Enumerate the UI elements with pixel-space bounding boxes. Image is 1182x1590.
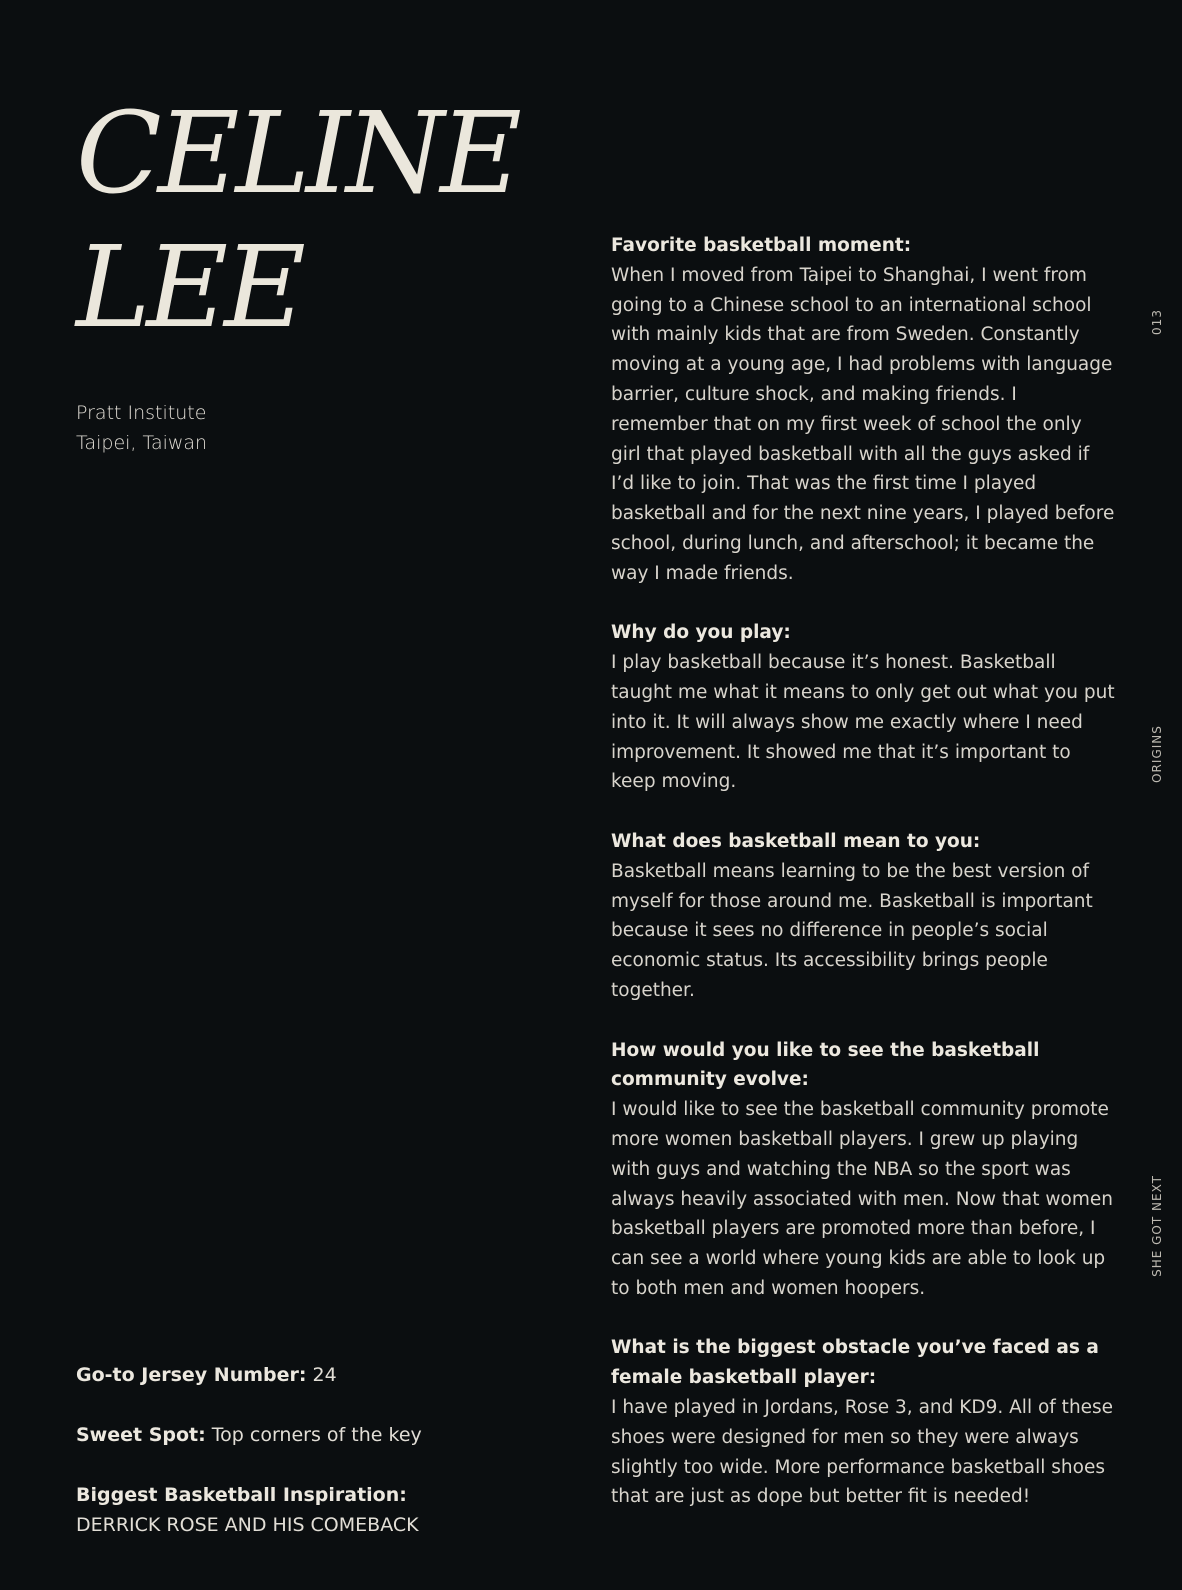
- answer-favorite-moment: When I moved from Taipei to Shanghai, I went from going to a Chinese school to an international school with mainly kids that are from Sweden. Constantly moving at a young age, I had problems with language barrier, culture shock, and making friends. I remember that on my first week of school the only girl that played basketball with all the guys asked if I’d like to join. That was the first time I played basketball and for the next nine years, I played before school, during lunch, and afterschool; it became the way I made friends.: [611, 264, 1115, 584]
- sweet-spot-stat: [76, 1420, 496, 1450]
- answer-meaning: Basketball means learning to be the best version of myself for those around me. Basketball is important because it sees no difference in people’s social economic status. Its accessibility brings people together.: [611, 860, 1093, 1001]
- first-name-heading: CELINE: [76, 89, 518, 219]
- qa-favorite-moment: [611, 231, 1116, 589]
- qa-community: [611, 1036, 1116, 1304]
- question-why-play: Why do you play:: [611, 622, 791, 644]
- answer-community: I would like to see the basketball community promote more women basketball players. I grew up playing with guys and watching the NBA so the sport was always heavily associated with men. Now that women basketball players are promoted more than before, I can see a world where young kids are able to look up to both men and women hoopers.: [611, 1099, 1113, 1299]
- inspiration-stat: [76, 1480, 496, 1540]
- affiliation-block: [76, 398, 207, 458]
- page-number: 013: [1150, 309, 1164, 335]
- jersey-number-label: Go-to Jersey Number:: [76, 1364, 307, 1386]
- hometown: Taipei, Taiwan: [76, 432, 208, 454]
- qa-meaning: [611, 827, 1116, 1006]
- player-stats: [76, 1360, 496, 1540]
- sweet-spot-label: Sweet Spot:: [76, 1424, 206, 1446]
- sweet-spot-value: Top corners of the key: [211, 1424, 422, 1446]
- question-obstacle: What is the biggest obstacle you’ve faced as a female basketball player:: [611, 1337, 1099, 1389]
- inspiration-value: DERRICK ROSE AND HIS COMEBACK: [76, 1514, 419, 1536]
- question-community: How would you like to see the basketball community evolve:: [611, 1039, 1040, 1091]
- answer-obstacle: I have played in Jordans, Rose 3, and KD9. All of these shoes were designed for men so they were always slightly too wide. More performance basketball shoes that are just as dope but better fit is needed!: [611, 1397, 1114, 1508]
- school-name: Pratt Institute: [76, 402, 207, 424]
- inspiration-label: Biggest Basketball Inspiration:: [76, 1484, 407, 1506]
- interview-column: [611, 231, 1116, 1512]
- last-name-heading: LEE: [76, 223, 302, 353]
- jersey-number-stat: [76, 1360, 496, 1390]
- question-meaning: What does basketball mean to you:: [611, 830, 981, 852]
- question-favorite-moment: Favorite basketball moment:: [611, 235, 912, 256]
- publication-label: SHE GOT NEXT: [1150, 1175, 1164, 1277]
- answer-why-play: I play basketball because it’s honest. Basketball taught me what it means to only get out what you put into it. It will always show me exactly where I need improvement. It showed me that it’s important to keep moving.: [611, 652, 1115, 793]
- section-label: ORIGINS: [1150, 725, 1164, 783]
- qa-obstacle: [611, 1333, 1116, 1512]
- qa-why-play: [611, 618, 1116, 797]
- jersey-number-value: 24: [312, 1364, 337, 1386]
